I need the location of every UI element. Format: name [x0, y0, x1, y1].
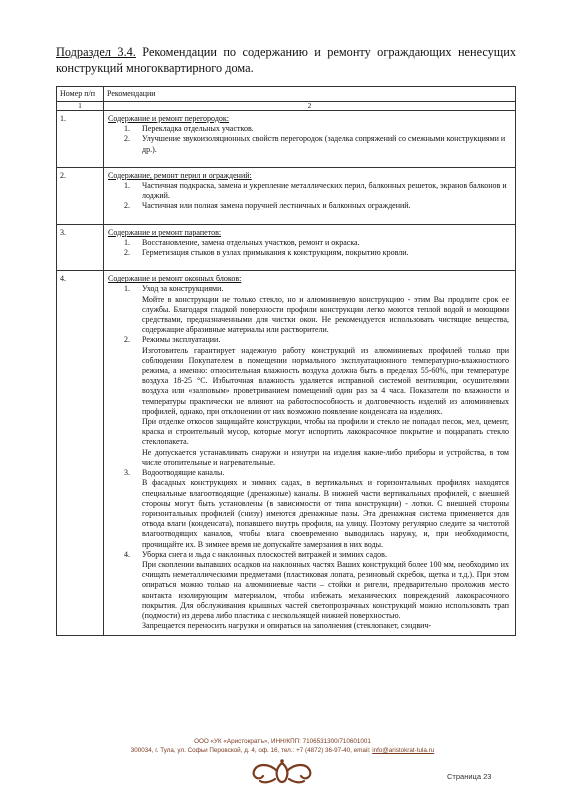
row-title: Содержание, ремонт перил и ограждений:: [108, 170, 252, 180]
section-heading-text: Рекомендации по содержанию и ремонту ограждающих ненесущих конструкций многоквартирного дома.: [56, 45, 516, 75]
item-marker: 1.: [124, 181, 130, 191]
item-paragraph: Не допускается устанавливать снаружи и изнутри на изделия какие-либо приборы и устройства, в том числе отопительные и нагревательные.: [142, 447, 509, 467]
item-heading: Уборка снега и льда с наклонных плоскостей витражей и зимних садов.: [142, 549, 387, 559]
list-item: [108, 468, 509, 550]
item-paragraph: В фасадных конструкциях и зимних садах, в вертикальных и горизонтальных профилях находятся специальные влагоотводящие (дренажные) каналы. В нижней части вертикальных профилей, с внешней стороны могут быть установлены (в зависимости от типа конструкции) - лотки. С внешней стороны горизонтальных профилей (снизу) имеются дренажные пазы. Эта дренажная система применяется для отвода влаги (конденсата), попавшего внутрь профиля, на улицу. Поэтому регулярно следите за чистотой влагоотводящих каналов, чтобы влага своевременно выводилась наружу, и, при необходимости, прочищайте их. В зимнее время не допускайте замерзания в них воды.: [142, 478, 509, 549]
item-marker: 2.: [124, 248, 130, 258]
list-item: [108, 201, 509, 211]
recommendations-table: [56, 86, 516, 636]
footer-contacts: [0, 747, 565, 754]
item-marker: 1.: [124, 284, 130, 294]
row-content: [104, 167, 516, 224]
item-heading: Водоотводящие каналы.: [142, 468, 225, 478]
item-text: Герметизация стыков в узлах примыкания к конструкциям, покрытию кровли.: [142, 248, 409, 258]
row-number: 2.: [57, 167, 104, 224]
list-item: [108, 181, 509, 201]
header-recommendations: Рекомендации: [104, 87, 516, 102]
row-number: 3.: [57, 224, 104, 271]
list-item: [108, 550, 509, 632]
row-content: [104, 271, 516, 636]
item-list: [108, 238, 509, 258]
item-paragraph: Мойте в конструкции не только стекло, но и алюминиевую конструкцию - этим Вы продлите срок ее службы. Благодаря гладкой поверхности профили конструкции легко моются теплой водой и моющими средствами, предназначенными для чистки окон. Не рекомендуется использовать чистящие вещества, содержащие абразивные материалы или растворители.: [142, 294, 509, 335]
row-title: Содержание и ремонт оконных блоков:: [108, 274, 242, 284]
item-marker: 1.: [124, 124, 130, 134]
footer-address: 300034, г. Тула, ул. Софьи Перовской, д. 4, оф. 16, тел.: +7 (4872) 36-97-40, email:: [130, 747, 373, 754]
item-text: Частичная или полная замена поручней лестничных и балконных ограждений.: [142, 201, 411, 211]
footer-email-link[interactable]: info@aristokrat-tula.ru: [372, 747, 435, 754]
item-list: [108, 181, 509, 212]
row-number: 1.: [57, 111, 104, 168]
item-marker: 4.: [124, 549, 130, 559]
item-heading: Режимы эксплуатации.: [142, 335, 221, 345]
row-title: Содержание и ремонт перегородок:: [108, 114, 230, 123]
item-paragraph: При скоплении выпавших осадков на наклонных частях Ваших конструкций более 100 мм, необходимо их счищать неметаллическими предметами (пластиковая лопата, резиновый скребок, щетка и т.д.). При этом опираться можно только на алюминиевые части – стойки и ригели, предварительно проложив место контакта изолирующим материалом, чтобы избежать механических повреждений лакокрасочного покрытия. Для обслуживания крышных частей светопрозрачных конструкций можно использовать трап (подмости) из дерева либо пластика с нескользящей нижней поверхностью.: [142, 559, 509, 620]
item-list: [108, 124, 509, 155]
item-text: Частичная подкраска, замена и укрепление металлических перил, балконных решеток, экранов балконов и лоджий.: [142, 181, 507, 201]
table-row: [57, 271, 516, 636]
list-item: [108, 284, 509, 335]
table-row: [57, 167, 516, 224]
row-content: [104, 224, 516, 271]
item-marker: 3.: [124, 468, 130, 478]
item-text: Улучшение звукоизоляционных свойств перегородок (заделка сопряжений со смежными конструкциями и др.).: [142, 134, 506, 154]
list-item: [108, 124, 509, 134]
list-item: [108, 248, 509, 258]
item-text: Восстановление, замена отдельных участков, ремонт и окраска.: [142, 237, 360, 247]
item-marker: 2.: [124, 335, 130, 345]
item-paragraph: Запрещается переносить нагрузки и опираться на заполнения (стеклопакет, сэндвич-: [142, 621, 432, 631]
list-item: [108, 238, 509, 248]
item-list: [108, 284, 509, 631]
ornament-logo-icon: [247, 757, 317, 792]
item-marker: 2.: [124, 134, 130, 144]
item-paragraph: Изготовитель гарантирует надежную работу конструкций из алюминиевых профилей только при соблюдении Покупателем в помещении нормального эксплуатационного температурно-влажностного режима, а именно: относительная влажность воздуха должна быть в пределах 55-60%, при температуре воздуха 18-25 °С. Избыточная влажность удаляется исправной системой вентиляции, осушителями воздуха или «залповым» проветриванием помещений один раз за 4 часа. Показатели по влажности и температуры практически не влияют на работоспособность и долговечность изделий из алюминиевых профилей, однако, при отклонении от них возможно появление конденсата на изделиях.: [142, 345, 509, 416]
item-heading: Уход за конструкциями.: [142, 284, 224, 294]
header-number: Номер п/п: [57, 87, 104, 102]
page-number: Страница 23: [447, 772, 492, 781]
item-marker: 1.: [124, 237, 130, 247]
section-heading-prefix: Подраздел 3.4.: [56, 45, 136, 59]
table-row: [57, 111, 516, 168]
column-number-2: 2: [104, 102, 516, 111]
item-text: Перекладка отдельных участков.: [142, 124, 254, 134]
table-column-numbers-row: [57, 102, 516, 111]
list-item: [108, 134, 509, 154]
list-item: [108, 335, 509, 468]
column-number-1: 1: [57, 102, 104, 111]
row-title: Содержание и ремонт парапетов:: [108, 227, 222, 237]
table-row: [57, 224, 516, 271]
row-number: 4.: [57, 271, 104, 636]
row-content: [104, 111, 516, 168]
section-heading: [56, 44, 516, 76]
table-header-row: [57, 87, 516, 102]
item-marker: 2.: [124, 201, 130, 211]
item-paragraph: При отделке откосов защищайте конструкции, чтобы на профили и стекло не попадал песок, мел, цемент, краска и строительный мусор, которые могут испортить лакокрасочное покрытие и поцарапать стекло стеклопакета.: [142, 417, 509, 447]
ornament-logo-svg: [247, 757, 317, 787]
footer-company: ООО «УК «Аристократъ», ИНН/КПП: 7106531300/710601001: [194, 738, 371, 745]
